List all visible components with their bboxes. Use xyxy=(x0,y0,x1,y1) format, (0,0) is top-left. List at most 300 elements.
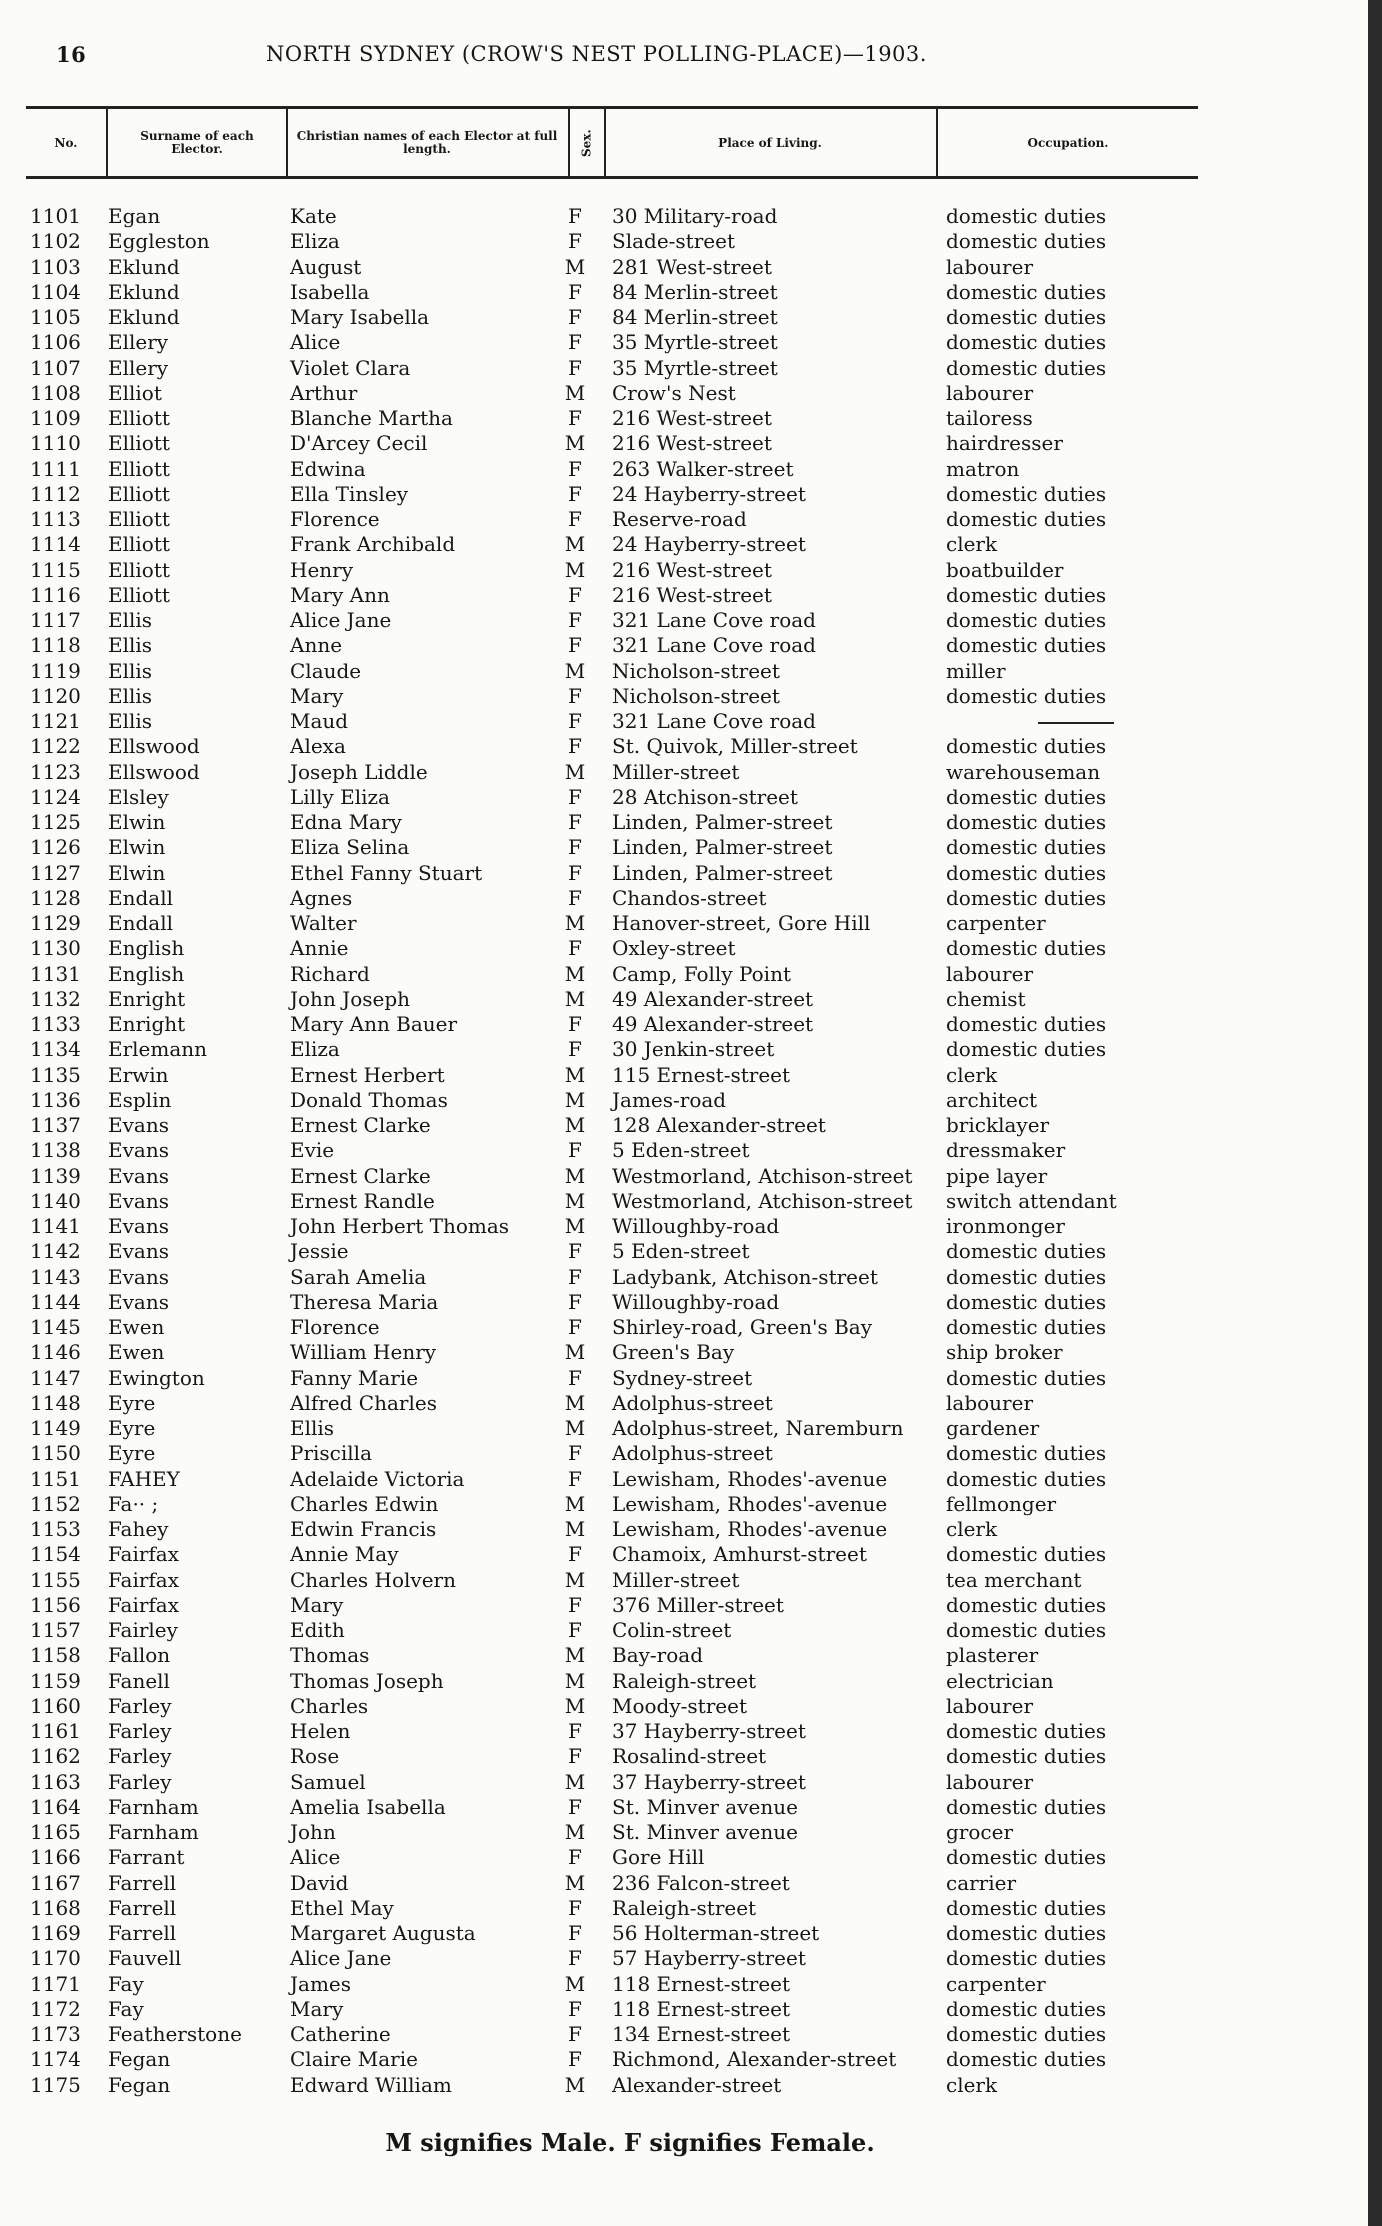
elector-number: 1155 xyxy=(30,1567,81,1592)
elector-surname: Ewington xyxy=(108,1365,205,1390)
elector-surname: Elliott xyxy=(108,557,170,582)
elector-occupation: labourer xyxy=(946,380,1034,405)
elector-occupation: domestic duties xyxy=(946,1845,1107,1870)
elector-surname: Ellery xyxy=(108,330,169,355)
elector-sex: F xyxy=(568,1921,582,1945)
column-header-place: Place of Living. xyxy=(718,135,822,150)
elector-occupation: domestic duties xyxy=(946,1289,1107,1314)
elector-occupation: domestic duties xyxy=(946,1618,1107,1642)
elector-christian-names: August xyxy=(290,254,362,279)
elector-list xyxy=(0,204,1382,2098)
elector-number: 1161 xyxy=(30,1719,81,1743)
elector-surname: English xyxy=(108,936,185,961)
elector-christian-names: Mary xyxy=(290,683,344,708)
table-row xyxy=(0,1340,1382,1365)
table-top-rule xyxy=(26,106,1198,109)
elector-place-of-living: 56 Holterman-street xyxy=(612,1921,820,1945)
elector-sex: M xyxy=(564,431,586,456)
elector-number: 1169 xyxy=(30,1921,81,1945)
elector-occupation: switch attendant xyxy=(946,1188,1117,1213)
elector-occupation: domestic duties xyxy=(946,204,1107,228)
elector-sex: M xyxy=(564,1087,586,1112)
table-row xyxy=(0,204,1382,229)
elector-surname: Fanell xyxy=(108,1668,170,1693)
table-row xyxy=(0,1063,1382,1088)
elector-sex: F xyxy=(568,860,582,885)
table-row xyxy=(0,785,1382,810)
elector-sex: M xyxy=(564,1390,586,1415)
elector-christian-names: Joseph Liddle xyxy=(290,759,428,784)
elector-sex: M xyxy=(564,1163,586,1188)
elector-place-of-living: 30 Jenkin-street xyxy=(612,1037,775,1062)
elector-number: 1119 xyxy=(30,658,81,683)
elector-surname: Fegan xyxy=(108,2047,171,2072)
table-row xyxy=(0,1770,1382,1795)
elector-occupation: domestic duties xyxy=(946,330,1107,355)
elector-surname: Elliott xyxy=(108,456,170,481)
table-row xyxy=(0,1492,1382,1517)
elector-number: 1105 xyxy=(30,305,81,329)
elector-number: 1139 xyxy=(30,1163,81,1188)
elector-christian-names: Thomas xyxy=(290,1643,370,1668)
elector-place-of-living: 321 Lane Cove road xyxy=(612,633,816,658)
column-header-occupation: Occupation. xyxy=(1027,135,1109,150)
elector-place-of-living: 216 West-street xyxy=(612,582,772,607)
elector-number: 1151 xyxy=(30,1466,81,1491)
elector-occupation: grocer xyxy=(946,1820,1014,1844)
elector-occupation: labourer xyxy=(946,1769,1034,1794)
elector-number: 1135 xyxy=(30,1062,81,1087)
elector-christian-names: Charles xyxy=(290,1693,369,1718)
table-row xyxy=(0,1012,1382,1037)
elector-christian-names: Alice xyxy=(290,1845,341,1870)
elector-place-of-living: Adolphus-street xyxy=(612,1390,773,1415)
elector-number: 1101 xyxy=(30,204,81,228)
elector-number: 1164 xyxy=(30,1794,81,1819)
elector-number: 1122 xyxy=(30,734,81,759)
table-row xyxy=(0,1088,1382,1113)
table-row xyxy=(0,1315,1382,1340)
elector-number: 1106 xyxy=(30,330,81,355)
elector-surname: Fahey xyxy=(108,1517,169,1541)
column-header-christian-names: Christian names of each Elector at full length. xyxy=(296,129,558,156)
elector-occupation: clerk xyxy=(946,2072,998,2097)
elector-christian-names: Alexa xyxy=(290,734,346,759)
elector-occupation: miller xyxy=(946,658,1006,683)
elector-christian-names: Edwina xyxy=(290,456,366,481)
column-divider xyxy=(286,109,288,176)
elector-christian-names: Thomas Joseph xyxy=(290,1668,444,1693)
elector-place-of-living: 118 Ernest-street xyxy=(612,1971,791,1996)
elector-place-of-living: Moody-street xyxy=(612,1693,747,1718)
elector-number: 1147 xyxy=(30,1365,81,1390)
table-row xyxy=(0,507,1382,532)
elector-sex: F xyxy=(568,936,582,961)
elector-christian-names: Ethel May xyxy=(290,1895,394,1920)
table-row xyxy=(0,1997,1382,2022)
elector-christian-names: Mary Ann Bauer xyxy=(290,1012,458,1036)
elector-number: 1126 xyxy=(30,835,81,860)
elector-sex: M xyxy=(564,2072,586,2097)
elector-number: 1128 xyxy=(30,885,81,910)
elector-occupation: labourer xyxy=(946,254,1034,279)
elector-place-of-living: Willoughby-road xyxy=(612,1214,780,1238)
elector-christian-names: Evie xyxy=(290,1138,335,1163)
page-number: 16 xyxy=(56,42,87,67)
elector-sex: F xyxy=(568,683,582,708)
elector-occupation: domestic duties xyxy=(946,835,1107,860)
elector-sex: F xyxy=(568,305,582,329)
elector-number: 1162 xyxy=(30,1744,81,1769)
elector-surname: Fairfax xyxy=(108,1567,180,1592)
elector-sex: M xyxy=(564,1416,586,1440)
elector-occupation: domestic duties xyxy=(946,860,1107,885)
elector-place-of-living: 376 Miller-street xyxy=(612,1592,784,1617)
table-row xyxy=(0,1946,1382,1971)
elector-number: 1167 xyxy=(30,1870,81,1895)
elector-surname: Elwin xyxy=(108,860,166,885)
elector-occupation: domestic duties xyxy=(946,810,1107,834)
elector-sex: M xyxy=(564,557,586,582)
elector-occupation: domestic duties xyxy=(946,1996,1107,2021)
elector-surname: Evans xyxy=(108,1264,169,1289)
elector-surname: Elliott xyxy=(108,582,170,607)
elector-christian-names: James xyxy=(290,1971,352,1996)
elector-sex: F xyxy=(568,835,582,860)
elector-place-of-living: Rosalind-street xyxy=(612,1744,767,1769)
elector-place-of-living: 216 West-street xyxy=(612,406,772,430)
elector-occupation: domestic duties xyxy=(946,1719,1107,1743)
elector-occupation: domestic duties xyxy=(946,582,1107,607)
elector-sex: F xyxy=(568,1138,582,1163)
elector-surname: Ellis xyxy=(108,633,153,658)
elector-place-of-living: James-road xyxy=(612,1087,727,1112)
elector-place-of-living: 24 Hayberry-street xyxy=(612,481,806,506)
elector-number: 1110 xyxy=(30,431,81,456)
elector-christian-names: Ernest Clarke xyxy=(290,1113,431,1137)
elector-surname: Farley xyxy=(108,1769,172,1794)
elector-surname: Evans xyxy=(108,1113,169,1137)
elector-sex: F xyxy=(568,784,582,809)
elector-sex: F xyxy=(568,1441,582,1466)
elector-number: 1149 xyxy=(30,1416,81,1440)
elector-number: 1130 xyxy=(30,936,81,961)
elector-christian-names: Annie xyxy=(290,936,349,961)
elector-surname: Evans xyxy=(108,1239,169,1264)
table-row xyxy=(0,709,1382,734)
elector-number: 1102 xyxy=(30,229,81,254)
elector-occupation: carrier xyxy=(946,1870,1017,1895)
elector-christian-names: Ernest Clarke xyxy=(290,1163,431,1188)
table-row xyxy=(0,608,1382,633)
elector-occupation: labourer xyxy=(946,1693,1034,1718)
elector-christian-names: Alice Jane xyxy=(290,608,392,632)
elector-place-of-living: Nicholson-street xyxy=(612,683,780,708)
elector-number: 1146 xyxy=(30,1340,81,1365)
elector-surname: Fegan xyxy=(108,2072,171,2097)
elector-sex: F xyxy=(568,204,582,228)
table-row xyxy=(0,1972,1382,1997)
table-row xyxy=(0,911,1382,936)
elector-place-of-living: Green's Bay xyxy=(612,1340,735,1365)
elector-sex: F xyxy=(568,2047,582,2072)
elector-place-of-living: Raleigh-street xyxy=(612,1895,757,1920)
page-binding-edge xyxy=(1368,0,1382,2226)
elector-number: 1142 xyxy=(30,1239,81,1264)
table-row xyxy=(0,810,1382,835)
elector-surname: Featherstone xyxy=(108,2022,242,2046)
elector-christian-names: Florence xyxy=(290,507,380,531)
elector-occupation: domestic duties xyxy=(946,1315,1107,1339)
elector-surname: Fa·· ; xyxy=(108,1491,159,1516)
table-row xyxy=(0,886,1382,911)
elector-occupation: domestic duties xyxy=(946,2022,1107,2046)
elector-christian-names: Lilly Eliza xyxy=(290,784,390,809)
elector-christian-names: Edna Mary xyxy=(290,810,402,834)
elector-occupation: chemist xyxy=(946,986,1026,1011)
elector-christian-names: William Henry xyxy=(290,1340,437,1365)
elector-surname: Eyre xyxy=(108,1416,156,1440)
elector-christian-names: Eliza xyxy=(290,1037,340,1062)
elector-number: 1108 xyxy=(30,380,81,405)
table-row xyxy=(0,1113,1382,1138)
elector-place-of-living: Willoughby-road xyxy=(612,1289,780,1314)
elector-surname: Fauvell xyxy=(108,1946,182,1971)
elector-occupation: domestic duties xyxy=(946,936,1107,961)
elector-christian-names: David xyxy=(290,1870,349,1895)
elector-sex: F xyxy=(568,582,582,607)
elector-occupation: hairdresser xyxy=(946,431,1063,456)
elector-surname: Enright xyxy=(108,1012,186,1036)
elector-place-of-living: 281 West-street xyxy=(612,254,772,279)
elector-sex: F xyxy=(568,1012,582,1036)
elector-surname: Evans xyxy=(108,1163,169,1188)
elector-sex: M xyxy=(564,1769,586,1794)
elector-number: 1117 xyxy=(30,608,81,632)
elector-sex: M xyxy=(564,961,586,986)
elector-surname: Elliott xyxy=(108,481,170,506)
elector-number: 1154 xyxy=(30,1542,81,1567)
elector-number: 1150 xyxy=(30,1441,81,1466)
elector-christian-names: Agnes xyxy=(290,885,353,910)
elector-number: 1115 xyxy=(30,557,81,582)
elector-sex: M xyxy=(564,1668,586,1693)
elector-sex: M xyxy=(564,380,586,405)
elector-surname: Farrell xyxy=(108,1921,177,1945)
elector-surname: Elliott xyxy=(108,507,170,531)
elector-occupation: carpenter xyxy=(946,911,1046,935)
elector-place-of-living: 321 Lane Cove road xyxy=(612,608,816,632)
elector-surname: Elliott xyxy=(108,532,170,557)
elector-occupation: domestic duties xyxy=(946,507,1107,531)
elector-place-of-living: 28 Atchison-street xyxy=(612,784,798,809)
elector-number: 1121 xyxy=(30,709,81,733)
table-row xyxy=(0,457,1382,482)
elector-sex: M xyxy=(564,254,586,279)
elector-surname: Ellery xyxy=(108,355,169,380)
elector-number: 1131 xyxy=(30,961,81,986)
table-row xyxy=(0,760,1382,785)
elector-number: 1123 xyxy=(30,759,81,784)
elector-number: 1114 xyxy=(30,532,81,557)
table-row xyxy=(0,659,1382,684)
elector-place-of-living: Colin-street xyxy=(612,1618,732,1642)
elector-occupation: ship broker xyxy=(946,1340,1063,1365)
elector-occupation: domestic duties xyxy=(946,279,1107,304)
elector-sex: F xyxy=(568,1542,582,1567)
elector-sex: F xyxy=(568,1946,582,1971)
elector-sex: M xyxy=(564,1340,586,1365)
elector-surname: Farley xyxy=(108,1719,172,1743)
elector-sex: F xyxy=(568,2022,582,2046)
elector-surname: Erlemann xyxy=(108,1037,208,1062)
elector-occupation: plasterer xyxy=(946,1643,1039,1668)
elector-christian-names: Claire Marie xyxy=(290,2047,418,2072)
elector-christian-names: Ethel Fanny Stuart xyxy=(290,860,483,885)
elector-place-of-living: Reserve-road xyxy=(612,507,747,531)
elector-sex: M xyxy=(564,1693,586,1718)
elector-christian-names: Annie May xyxy=(290,1542,399,1567)
elector-number: 1143 xyxy=(30,1264,81,1289)
elector-place-of-living: 236 Falcon-street xyxy=(612,1870,790,1895)
elector-place-of-living: 5 Eden-street xyxy=(612,1239,750,1264)
elector-sex: M xyxy=(564,1567,586,1592)
elector-place-of-living: Lewisham, Rhodes'-avenue xyxy=(612,1517,888,1541)
elector-place-of-living: 5 Eden-street xyxy=(612,1138,750,1163)
elector-surname: Erwin xyxy=(108,1062,169,1087)
elector-christian-names: Florence xyxy=(290,1315,380,1339)
elector-surname: Eggleston xyxy=(108,229,210,254)
elector-christian-names: John Joseph xyxy=(290,986,411,1011)
elector-surname: Evans xyxy=(108,1138,169,1163)
elector-surname: Eyre xyxy=(108,1390,156,1415)
elector-christian-names: Arthur xyxy=(290,380,358,405)
elector-occupation: ironmonger xyxy=(946,1214,1065,1238)
elector-sex: F xyxy=(568,633,582,658)
elector-christian-names: Ernest Randle xyxy=(290,1188,435,1213)
elector-christian-names: Mary Ann xyxy=(290,582,390,607)
table-row xyxy=(0,1366,1382,1391)
elector-place-of-living: Sydney-street xyxy=(612,1365,753,1390)
elector-occupation: domestic duties xyxy=(946,1542,1107,1567)
elector-place-of-living: Westmorland, Atchison-street xyxy=(612,1163,913,1188)
elector-occupation: domestic duties xyxy=(946,305,1107,329)
elector-christian-names: Kate xyxy=(290,204,337,228)
elector-number: 1109 xyxy=(30,406,81,430)
elector-occupation: domestic duties xyxy=(946,1264,1107,1289)
elector-place-of-living: 128 Alexander-street xyxy=(612,1113,826,1137)
elector-surname: Eyre xyxy=(108,1441,156,1466)
elector-number: 1120 xyxy=(30,683,81,708)
elector-surname: Eklund xyxy=(108,305,180,329)
elector-place-of-living: 35 Myrtle-street xyxy=(612,355,778,380)
elector-christian-names: Isabella xyxy=(290,279,370,304)
table-row xyxy=(0,558,1382,583)
elector-occupation: domestic duties xyxy=(946,1592,1107,1617)
elector-christian-names: Eliza Selina xyxy=(290,835,410,860)
table-row xyxy=(0,1517,1382,1542)
table-row xyxy=(0,532,1382,557)
elector-number: 1103 xyxy=(30,254,81,279)
elector-sex: F xyxy=(568,1365,582,1390)
elector-surname: Esplin xyxy=(108,1087,172,1112)
elector-christian-names: Donald Thomas xyxy=(290,1087,448,1112)
elector-place-of-living: 263 Walker-street xyxy=(612,456,794,481)
elector-christian-names: Fanny Marie xyxy=(290,1365,419,1390)
elector-surname: Elwin xyxy=(108,810,166,834)
elector-sex: F xyxy=(568,507,582,531)
elector-surname: Farnham xyxy=(108,1794,199,1819)
elector-sex: M xyxy=(564,1113,586,1137)
elector-sex: M xyxy=(564,759,586,784)
elector-surname: Ellswood xyxy=(108,734,200,759)
elector-number: 1129 xyxy=(30,911,81,935)
table-row xyxy=(0,1669,1382,1694)
table-row xyxy=(0,633,1382,658)
elector-occupation: tea merchant xyxy=(946,1567,1082,1592)
elector-christian-names: Alice Jane xyxy=(290,1946,392,1971)
table-row xyxy=(0,1744,1382,1769)
elector-christian-names: Sarah Amelia xyxy=(290,1264,427,1289)
elector-number: 1156 xyxy=(30,1592,81,1617)
table-row xyxy=(0,305,1382,330)
elector-number: 1158 xyxy=(30,1643,81,1668)
table-row xyxy=(0,280,1382,305)
table-row xyxy=(0,684,1382,709)
elector-christian-names: John xyxy=(290,1820,336,1844)
table-row xyxy=(0,1467,1382,1492)
elector-occupation: matron xyxy=(946,456,1020,481)
elector-number: 1141 xyxy=(30,1214,81,1238)
elector-occupation: domestic duties xyxy=(946,784,1107,809)
table-row xyxy=(0,2047,1382,2072)
elector-surname: Farrant xyxy=(108,1845,185,1870)
elector-place-of-living: 134 Ernest-street xyxy=(612,2022,791,2046)
elector-sex: F xyxy=(568,456,582,481)
elector-number: 1166 xyxy=(30,1845,81,1870)
elector-place-of-living: Hanover-street, Gore Hill xyxy=(612,911,871,935)
elector-number: 1171 xyxy=(30,1971,81,1996)
elector-sex: F xyxy=(568,1845,582,1870)
elector-place-of-living: 30 Military-road xyxy=(612,204,778,228)
elector-christian-names: Ellis xyxy=(290,1416,335,1440)
elector-surname: Ellis xyxy=(108,658,153,683)
elector-number: 1107 xyxy=(30,355,81,380)
table-row xyxy=(0,1416,1382,1441)
elector-christian-names: Catherine xyxy=(290,2022,391,2046)
elector-place-of-living: Richmond, Alexander-street xyxy=(612,2047,897,2072)
elector-occupation: domestic duties xyxy=(946,481,1107,506)
elector-number: 1113 xyxy=(30,507,81,531)
elector-sex: M xyxy=(564,1971,586,1996)
elector-occupation: bricklayer xyxy=(946,1113,1050,1137)
elector-place-of-living: 118 Ernest-street xyxy=(612,1996,791,2021)
elector-occupation: domestic duties xyxy=(946,1744,1107,1769)
table-row xyxy=(0,1441,1382,1466)
table-row xyxy=(0,1795,1382,1820)
elector-place-of-living: Alexander-street xyxy=(612,2072,782,2097)
elector-christian-names: John Herbert Thomas xyxy=(290,1214,510,1238)
elector-christian-names: Adelaide Victoria xyxy=(290,1466,465,1491)
elector-occupation: labourer xyxy=(946,961,1034,986)
page-title: NORTH SYDNEY (CROW'S NEST POLLING-PLACE)—1903. xyxy=(266,42,927,66)
elector-sex: M xyxy=(564,1870,586,1895)
elector-sex: M xyxy=(564,1820,586,1844)
elector-christian-names: D'Arcey Cecil xyxy=(290,431,428,456)
elector-occupation: domestic duties xyxy=(946,229,1107,254)
elector-sex: F xyxy=(568,734,582,759)
elector-sex: F xyxy=(568,608,582,632)
